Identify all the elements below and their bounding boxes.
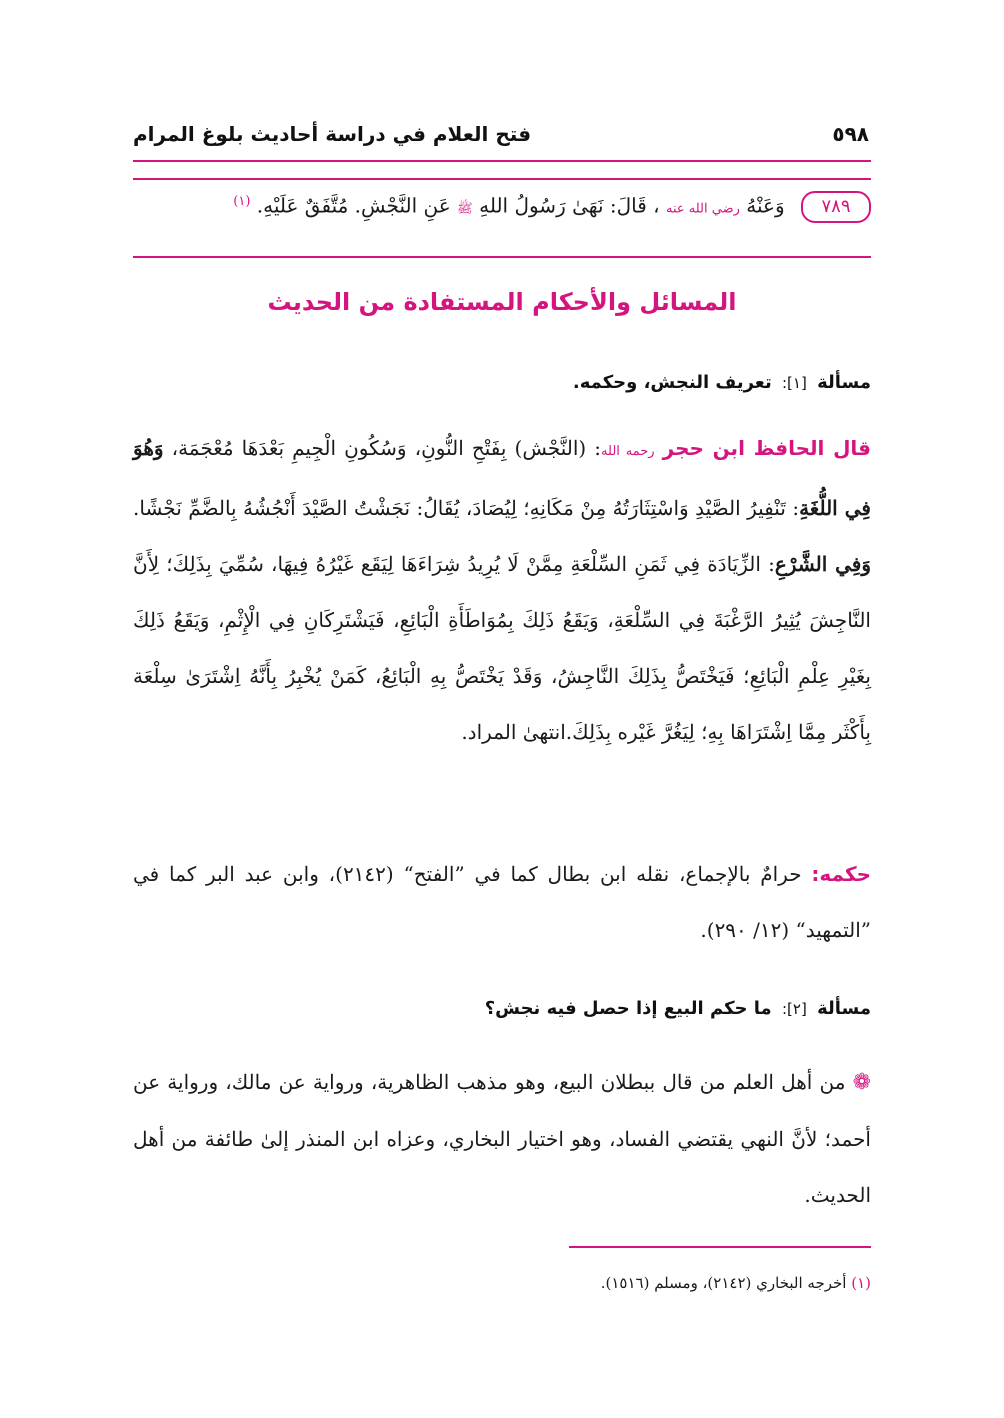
issue-2-number: [٢]: — [781, 1000, 807, 1018]
hadith-number-badge: ٧٨٩ — [801, 191, 871, 223]
honorific-rahimahullah: رحمه الله — [601, 444, 655, 459]
page-number: ٥٩٨ — [832, 122, 869, 146]
quote-part-2: : تَنْفِيرُ الصَّيْدِ وَاسْتِثَارَتُهُ مِنْ مَكَانِهِ؛ لِيُصَادَ، يُقَالُ: نَجَشْتُ الصَّيْدَ أَنْجُشُهُ بِالضَّمِّ نَجْشًا. — [133, 496, 800, 520]
issue-2-label: مسألة — [817, 998, 871, 1019]
footnote-reference-link[interactable]: (١) — [233, 194, 251, 209]
footnote-rule — [569, 1246, 871, 1248]
quote-label-lugha: وَهُوَ فِي اللُّغَةِ — [133, 436, 871, 520]
quote-part-1: : (النَّجْش) بِفَتْحِ النُّونِ، وَسُكُونِ الْجِيمِ بَعْدَهَا مُعْجَمَة، — [163, 436, 602, 460]
hadith-text-middle: ، قَالَ: نَهَىٰ رَسُولُ اللهِ — [479, 193, 660, 218]
quote-part-3: : الزِّيَادَة فِي ثَمَنِ السِّلْعَةِ مِمَّنْ لَا يُرِيدُ شِرَاءَهَا لِيَقَع غَيْرُهُ فِيهَا، سُمِّيَ بِذَلِكَ؛ لِأَنَّ النَّاجِشَ يُثِيرُ الرَّغْبَةَ فِي السِّلْعَةِ، وَيَقَعُ ذَلِكَ بِمُوَاطَأَةِ الْبَائِعِ، فَيَشْتَرِكَانِ فِي الْإِثْمِ، وَيَقَعُ ذَلِكَ بِغَيْرِ عِلْمِ الْبَائِعِ؛ فَيَخْتَصُّ بِذَلِكَ النَّاجِشُ، وَقَدْ يَخْتَصُّ بِهِ الْبَائِعُ، كَمَنْ يُخْبِرُ بِأَنَّهُ اِشْتَرَىٰ سِلْعَة بِأَكْثَر مِمَّا اِشْتَرَاهَا بِهِ؛ لِيَغُرَّ غَيْره بِذَلِكَ.انتهىٰ المراد. — [133, 552, 871, 744]
quote-label-shar: وَفِي الشَّرْعِ — [774, 552, 872, 576]
issue-1-number: [١]: — [781, 374, 807, 392]
footnote — [133, 1268, 871, 1298]
hadith-line — [133, 182, 871, 222]
book-title: فتح العلام في دراسة أحاديث بلوغ المرام — [133, 122, 532, 146]
ruling-paragraph — [133, 846, 871, 958]
flower-bullet-icon: ❁ — [852, 1070, 871, 1095]
opinion-paragraph — [133, 1054, 871, 1223]
honorific-radiallahu: رضي الله عنه — [666, 201, 740, 217]
issue-2-heading — [133, 998, 871, 1019]
issue-1-title: تعريف النجش، وحكمه. — [572, 372, 772, 393]
header-rule — [133, 160, 871, 162]
ruling-text: حرامٌ بالإجماع، نقله ابن بطال كما في ”الفتح“ (٢١٤٢)، وابن عبد البر كما في ”التمهيد“ (١٢/ ٢٩٠). — [133, 862, 871, 942]
hadith-text-after: عَنِ النَّجْشِ. مُتَّفَقٌ عَلَيْهِ. — [256, 193, 451, 218]
hadith-text-before: وَعَنْهُ — [746, 193, 785, 218]
issue-2-title: ما حكم البيع إذا حصل فيه نجش؟ — [484, 998, 772, 1019]
footnote-number: (١) — [851, 1274, 871, 1292]
opinion-text: من أهل العلم من قال ببطلان البيع، وهو مذهب الظاهرية، ورواية عن مالك، ورواية عن أحمد؛ لأنَّ النهي يقتضي الفساد، وهو اختيار البخاري، وعزاه ابن المنذر إلىٰ طائفة من أهل الحديث. — [133, 1070, 871, 1207]
issue-1-heading — [133, 372, 871, 393]
running-header — [133, 118, 871, 158]
honorific-salla: ﷺ — [457, 201, 473, 217]
quote-speaker: قال الحافظ ابن حجر — [662, 436, 872, 460]
hadith-rule — [133, 256, 871, 258]
definition-paragraph — [133, 420, 871, 760]
issue-1-label: مسألة — [817, 372, 871, 393]
footnote-text: أخرجه البخاري (٢١٤٢)، ومسلم (١٥١٦). — [600, 1274, 852, 1292]
section-title: المسائل والأحكام المستفادة من الحديث — [267, 288, 737, 316]
page — [133, 0, 871, 1418]
header-rule-inner — [133, 178, 871, 180]
ruling-label: حكمه: — [811, 862, 871, 886]
